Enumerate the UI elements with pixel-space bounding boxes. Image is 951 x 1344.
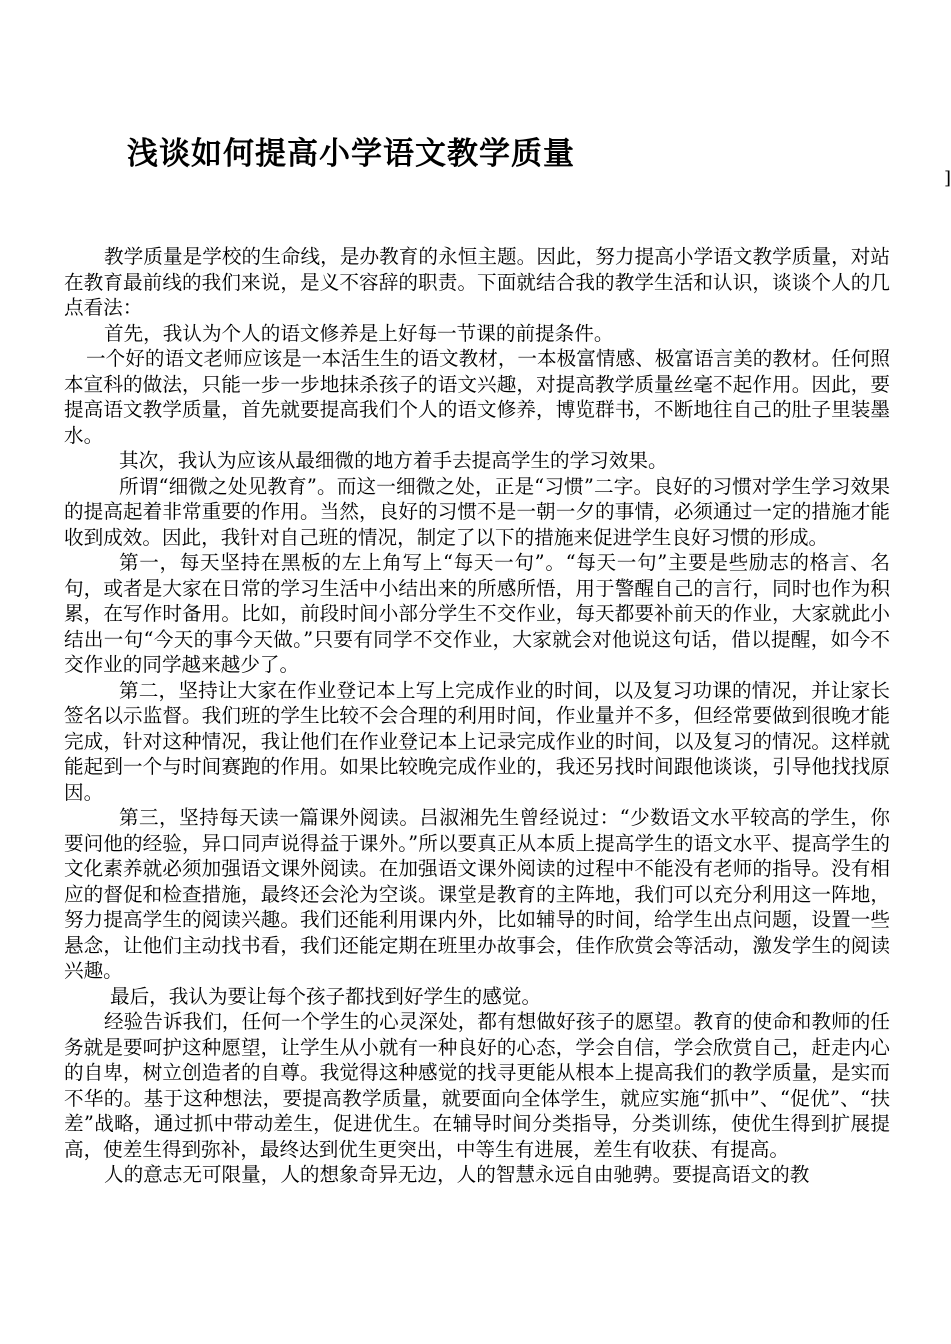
paragraph-habits: 所谓“细微之处见教育”。而这一细微之处，正是“习惯”二字。良好的习惯对学生学习效果的提高起着非常重要的作用。当然，良好的习惯不是一朝一夕的事情，必须通过一定的措施才能收到成效。因此，我针对自己班的情况，制定了以下的措施来促进学生良好习惯的形成。 (64, 474, 890, 549)
paragraph-good-student: 经验告诉我们，任何一个学生的心灵深处，都有想做好孩子的愿望。教育的使命和教师的任务就是要呵护这种愿望，让学生从小就有一种良好的心态，学会自信，学会欣赏自己，赶走内心的自卑，树立创造者的自尊。我觉得这种感觉的找寻更能从根本上提高我们的教学质量，是实而不华的。基于这种想法，要提高教学质量，就要面向全体学生，就应实施“抓中”、“促优”、“扶差”战略，通过抓中带动差生，促进优生。在辅导时间分类指导，分类训练，使优生得到扩展提高，使差生得到弥补，最终达到优生更突出，中等生有进展，差生有收获、有提高。 (64, 1010, 890, 1161)
paragraph-measure-one: 第一，每天坚持在黑板的左上角写上“每天一句”。“每天一句”主要是些励志的格言、名句，或者是大家在日常的学习生活中小结出来的所感所悟，用于警醒自己的言行，同时也作为积累，在写作时备用。比如，前段时间小部分学生不交作业，每天都要补前天的作业，大家就此小结出一句“今天的事今天做。”只要有同学不交作业，大家就会对他说这句话，借以提醒，如今不交作业的同学越来越少了。 (64, 551, 890, 676)
paragraph-point-two-heading: 其次，我认为应该从最细微的地方着手去提高学生的学习效果。 (119, 449, 668, 472)
paragraph-intro: 教学质量是学校的生命线，是办教育的永恒主题。因此，努力提高小学语文教学质量，对站在教育最前线的我们来说，是义不容辞的职责。下面就结合我的教学生活和认识，谈谈个人的几点看法： (64, 245, 890, 319)
paragraph-closing: 人的意志无可限量，人的想象奇异无边，人的智慧永远自由驰骋。要提高语文的教 (104, 1163, 810, 1186)
paragraph-point-three-heading: 最后，我认为要让每个孩子都找到好学生的感觉。 (110, 984, 542, 1008)
page-title: 浅谈如何提高小学语文教学质量 (127, 136, 575, 172)
edge-mark: ] (944, 168, 951, 189)
paragraph-measure-two: 第二，坚持让大家在作业登记本上写上完成作业的时间，以及复习功课的情况，并让家长签名以示监督。我们班的学生比较不会合理的利用时间，作业量并不多，但经常要做到很晚才能完成，针对这种情况，我让他们在作业登记本上记录完成作业的时间，以及复习的情况。这样就能起到一个与时间赛跑的作用。如果比较晚完成作业的，我还另找时间跟他谈谈，引导他找找原因。 (64, 678, 890, 804)
paragraph-teacher-literacy: 一个好的语文老师应该是一本活生生的语文教材，一本极富情感、极富语言美的教材。任何照本宣科的做法，只能一步一步地抹杀孩子的语文兴趣，对提高教学质量丝毫不起作用。因此，要提高语文教学质量，首先就要提高我们个人的语文修养，博览群书，不断地往自己的肚子里装墨水。 (64, 347, 890, 447)
paragraph-measure-three: 第三，坚持每天读一篇课外阅读。吕淑湘先生曾经说过：“少数语文水平较高的学生，你要问他的经验，异口同声说得益于课外。”所以要真正从本质上提高学生的语文水平、提高学生的文化素养就必须加强语文课外阅读。在加强语文课外阅读的过程中不能没有老师的指导。没有相应的督促和检查措施，最终还会沦为空谈。课堂是教育的主阵地，我们可以充分利用这一阵地，努力提高学生的阅读兴趣。我们还能利用课内外，比如辅导的时间，给学生出点问题，设置一些悬念，让他们主动找书看，我们还能定期在班里办故事会，佳作欣赏会等活动，激发学生的阅读兴趣。 (64, 806, 890, 982)
article-body (64, 244, 890, 1188)
paragraph-point-one-heading: 首先，我认为个人的语文修养是上好每一节课的前提条件。 (104, 321, 614, 345)
